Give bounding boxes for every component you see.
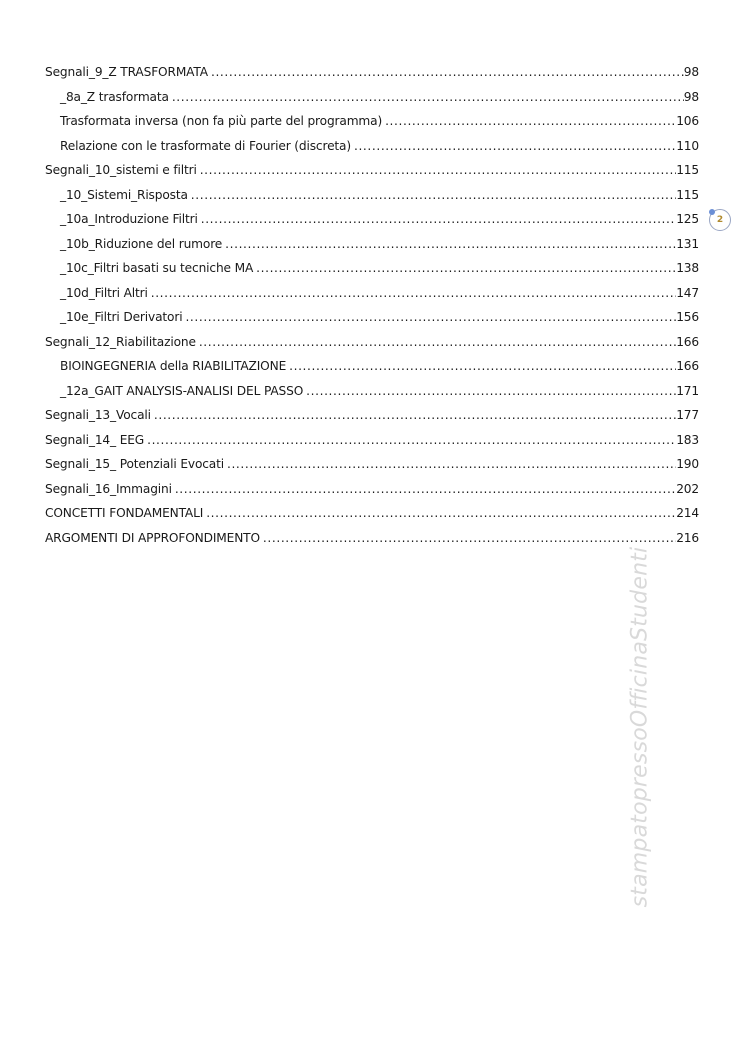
toc-entry-title: BIOINGEGNERIA della RIABILITAZIONE (60, 359, 287, 373)
toc-dot-leader (351, 134, 676, 159)
toc-entry-title: _12a_GAIT ANALYSIS-ANALISI DEL PASSO (60, 383, 304, 398)
toc-entry-title: Segnali_16_Immagini (45, 481, 172, 496)
toc-entry-page: 147 (676, 285, 699, 300)
toc-dot-leader (382, 109, 676, 134)
toc-dot-leader (303, 379, 676, 404)
toc-entry[interactable] (45, 452, 699, 477)
page-number-badge[interactable] (709, 209, 731, 231)
toc-entry-title: ARGOMENTI DI APPROFONDIMENTO (45, 530, 260, 545)
toc-entry[interactable] (45, 428, 699, 453)
toc-entry-title: _10a_Introduzione Filtri (60, 212, 198, 226)
toc-entry[interactable] (45, 403, 699, 428)
toc-dot-leader (208, 60, 684, 85)
toc-entry[interactable] (45, 477, 699, 502)
toc-entry[interactable] (45, 526, 699, 551)
table-of-contents (45, 60, 699, 550)
toc-entry-page: 190 (676, 457, 699, 471)
toc-entry-page: 138 (676, 261, 699, 275)
toc-dot-leader (196, 330, 676, 355)
toc-entry-title: Segnali_15_ Potenziali Evocati (45, 457, 224, 471)
toc-entry-title: _10d_Filtri Altri (60, 285, 148, 300)
toc-dot-leader (253, 256, 676, 281)
toc-entry-page: 214 (676, 506, 699, 520)
toc-dot-leader (222, 232, 676, 257)
toc-entry-page: 115 (676, 163, 699, 177)
toc-dot-leader (260, 526, 676, 551)
toc-entry[interactable] (45, 134, 699, 159)
toc-dot-leader (151, 403, 676, 428)
toc-entry-title: _10b_Riduzione del rumore (60, 236, 223, 251)
toc-entry-page: 156 (676, 310, 699, 324)
toc-entry-title: CONCETTI FONDAMENTALI (45, 506, 204, 520)
toc-entry-page: 125 (676, 212, 699, 226)
toc-entry[interactable] (45, 183, 699, 208)
toc-entry[interactable] (45, 354, 699, 379)
toc-dot-leader (169, 85, 684, 110)
toc-dot-leader (224, 452, 676, 477)
badge-dot-icon (709, 209, 715, 215)
toc-entry-title: _10_Sistemi_Risposta (60, 187, 188, 202)
toc-entry-page: 183 (676, 432, 699, 447)
toc-dot-leader (182, 305, 676, 330)
toc-dot-leader (172, 477, 676, 502)
toc-entry[interactable] (45, 501, 699, 526)
toc-entry-title: _8a_Z trasformata (60, 89, 169, 104)
toc-dot-leader (197, 158, 677, 183)
toc-entry[interactable] (45, 85, 699, 110)
toc-entry-page: 216 (676, 530, 699, 545)
toc-entry[interactable] (45, 109, 699, 134)
toc-entry-title: _10c_Filtri basati su tecniche MA (60, 261, 254, 275)
toc-dot-leader (148, 281, 676, 306)
toc-entry-title: Relazione con le trasformate di Fourier (discreta) (60, 138, 351, 153)
toc-entry[interactable] (45, 158, 699, 183)
toc-dot-leader (188, 183, 676, 208)
toc-entry-title: Segnali_13_Vocali (45, 408, 151, 422)
toc-entry-page: 202 (676, 481, 699, 496)
toc-entry-page: 115 (676, 187, 699, 202)
toc-entry[interactable] (45, 232, 699, 257)
toc-entry-page: 166 (676, 334, 699, 349)
toc-entry-page: 110 (676, 138, 699, 153)
toc-entry-title: Segnali_14_ EEG (45, 432, 145, 447)
toc-dot-leader (203, 501, 676, 526)
toc-entry-page: 131 (676, 236, 699, 251)
watermark-text: stampatopressoOfficinaStudenti (627, 546, 653, 908)
toc-entry-title: _10e_Filtri Derivatori (60, 310, 183, 324)
toc-entry-page: 166 (676, 359, 699, 373)
toc-entry[interactable] (45, 305, 699, 330)
toc-dot-leader (198, 207, 676, 232)
toc-entry-page: 98 (683, 89, 699, 104)
toc-entry[interactable] (45, 281, 699, 306)
toc-dot-leader (286, 354, 676, 379)
toc-entry-page: 177 (676, 408, 699, 422)
toc-entry-page: 98 (683, 65, 699, 79)
toc-entry-title: Segnali_9_Z TRASFORMATA (45, 65, 208, 79)
page-number-label: 2 (716, 215, 724, 225)
toc-entry-title: Trasformata inversa (non fa più parte del programma) (60, 114, 383, 128)
toc-entry-page: 171 (676, 383, 699, 398)
toc-entry[interactable] (45, 256, 699, 281)
toc-entry[interactable] (45, 207, 699, 232)
toc-entry-title: Segnali_10_sistemi e filtri (45, 163, 197, 177)
toc-entry-page: 106 (676, 114, 699, 128)
toc-entry-title: Segnali_12_Riabilitazione (45, 334, 196, 349)
toc-entry[interactable] (45, 60, 699, 85)
toc-dot-leader (144, 428, 676, 453)
toc-entry[interactable] (45, 379, 699, 404)
toc-entry[interactable] (45, 330, 699, 355)
